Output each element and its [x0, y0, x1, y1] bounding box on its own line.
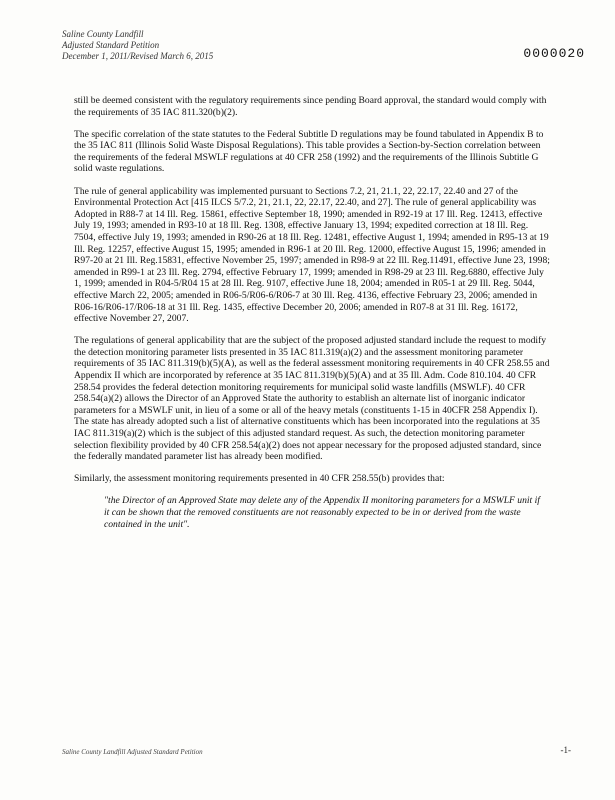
footer-text: Saline County Landfill Adjusted Standard Petition	[62, 748, 203, 756]
paragraph-2: The specific correlation of the state statutes to the Federal Subtitle D regulations may be found tabulated in Appendix B to the 35 IAC 811 (Illinois Solid Waste Disposal Regulations). This table provides a Section-by-Section correlation between the requirements of the federal MSWLF regulations at 40 CFR 258 (1992) and the requirements of the Illinois Subtitle G solid waste regulations.	[74, 128, 544, 175]
document-body	[74, 95, 552, 530]
header-line-3: December 1, 2011/Revised March 6, 2015	[62, 51, 214, 61]
page-number: -1-	[560, 745, 571, 755]
paragraph-5: Similarly, the assessment monitoring requirements presented in 40 CFR 258.55(b) provides that:	[74, 473, 445, 485]
header-line-1: Saline County Landfill	[62, 29, 144, 39]
paragraph-1: still be deemed consistent with the regulatory requirements since pending Board approval, the standard would comply with the requirements of 35 IAC 811.320(b)(2).	[74, 95, 547, 118]
block-quote: "the Director of an Approved State may delete any of the Appendix II monitoring parameters for a MSWLF unit if it can be shown that the removed constituents are not reasonably expected to be in or derived from the waste contained in the unit".	[104, 495, 540, 530]
paragraph-4: The regulations of general applicability that are the subject of the proposed adjusted standard include the request to modify the detection monitoring parameter lists presented in 35 IAC 811.319(a)(2) and the assessment monitoring parameter requirements of 35 IAC 811.319(b)(5)(A), as well as the federal assessment monitoring requirements in 40 CFR 258.55 and Appendix II which are incorporated by reference at 35 IAC 811.319(b)(5)(A) and at 35 Ill. Adm. Code 810.104. 40 CFR 258.54 provides the federal detection monitoring requirements for municipal solid waste landfills (MSWLF). 40 CFR 258.54(a)(2) allows the Director of an Approved State the authority to establish an alternate list of inorganic indicator parameters for a MSWLF unit, in lieu of a some or all of the heavy metals (constituents 1-15 in 40CFR 258 Appendix I). The state has already adopted such a list of alternative constituents which has been incorporated into the regulations at 35 IAC 811.319(a)(2) which is the subject of this adjusted standard request. As such, the detection monitoring parameter selection flexibility provided by 40 CFR 258.54(a)(2) does not appear necessary for the proposed adjusted standard, since the federally mandated parameter list has already been modified.	[74, 335, 550, 463]
paragraph-3: The rule of general applicability was implemented pursuant to Sections 7.2, 21, 21.1, 22, 22.17, 22.40 and 27 of the Environmental Protection Act [415 ILCS 5/7.2, 21, 21.1, 22, 22.17, 22.40, and 27]. The rule of general applicability was Adopted in R88-7 at 14 Ill. Reg. 15861, effective September 18, 1990; amended in R92-19 at 17 Ill. Reg. 12413, effective July 19, 1993; amended in R93-10 at 18 Ill. Reg. 1308, effective January 13, 1994; expedited correction at 18 Ill. Reg. 7504, effective July 19, 1993; amended in R90-26 at 18 Ill. Reg. 12481, effective August 1, 1994; amended in R95-13 at 19 Ill. Reg. 12257, effective August 15, 1995; amended in R96-1 at 20 Ill. Reg. 12000, effective August 15, 1996; amended in R97-20 at 21 Ill. Reg.15831, effective November 25, 1997; amended in R98-9 at 22 Ill. Reg.11491, effective June 23, 1998; amended in R99-1 at 23 Ill. Reg. 2794, effective February 17, 1999; amended in R98-29 at 23 Ill. Reg.6880, effective July 1, 1999; amended in R04-5/R04 15 at 28 Ill. Reg. 9107, effective June 18, 2004; amended in R05-1 at 29 Ill. Reg. 5044, effective March 22, 2005; amended in R06-5/R06-6/R06-7 at 30 Ill. Reg. 4136, effective February 23, 2006; amended in R06-16/R06-17/R06-18 at 31 Ill. Reg. 1435, effective December 20, 2006; amended in R07-8 at 31 Ill. Reg. 16172, effective November 27, 2007.	[74, 185, 550, 325]
header-line-2: Adjusted Standard Petition	[62, 40, 160, 50]
document-number: 0000020	[523, 46, 585, 61]
document-header	[62, 29, 213, 62]
